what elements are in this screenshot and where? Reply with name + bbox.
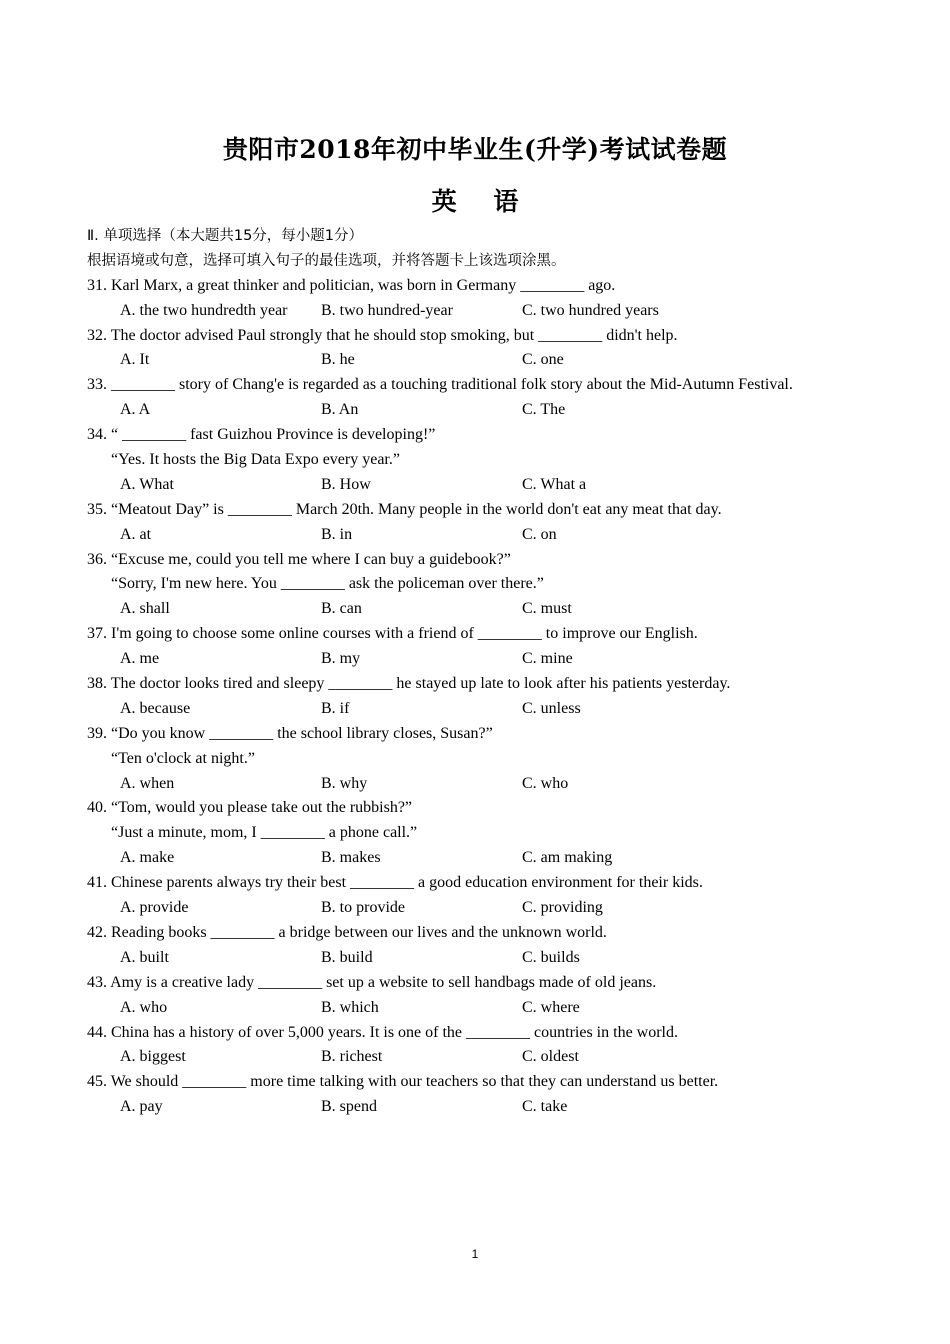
question-item: [87, 373, 887, 423]
question-reply: “Yes. It hosts the Big Data Expo every year.”: [111, 451, 400, 469]
option-b: B. my: [321, 650, 361, 668]
question-stem: 37. I'm going to choose some online courses with a friend of ________ to improve our English.: [87, 625, 698, 643]
question-item: [87, 722, 887, 797]
question-stem: 33. ________ story of Chang'e is regarded as a touching traditional folk story about the Mid-Autumn Festival.: [87, 376, 793, 394]
option-b: B. he: [321, 351, 355, 369]
question-item: [87, 921, 887, 971]
section-heading: Ⅱ. 单项选择（本大题共15分，每小题1分）: [87, 228, 364, 244]
subject-title: 英 语: [431, 187, 519, 216]
question-item: [87, 672, 887, 722]
question-stem: 43. Amy is a creative lady ________ set up a website to sell handbags made of old jeans.: [87, 973, 657, 991]
question-item: [87, 1070, 887, 1120]
question-item: [87, 423, 887, 498]
question-stem: 31. Karl Marx, a great thinker and politician, was born in Germany ________ ago.: [87, 276, 616, 294]
option-a: A. at: [120, 525, 152, 543]
option-b: B. why: [321, 774, 368, 792]
option-a: A. It: [120, 351, 150, 369]
option-c: C. providing: [522, 899, 603, 917]
option-c: C. take: [522, 1098, 568, 1116]
question-item: [87, 796, 887, 871]
question-stem: 42. Reading books ________ a bridge between our lives and the unknown world.: [87, 923, 607, 941]
option-row: [87, 1045, 887, 1070]
option-a: A. me: [120, 650, 160, 668]
option-c: C. on: [522, 525, 557, 543]
option-row: [87, 772, 887, 797]
option-row: [87, 473, 887, 498]
option-a: A. A: [120, 401, 151, 419]
option-a: A. pay: [120, 1098, 163, 1116]
option-b: B. spend: [321, 1098, 377, 1116]
question-item: [87, 274, 887, 324]
question-item: [87, 324, 887, 374]
option-row: [87, 946, 887, 971]
question-list: [87, 274, 887, 1120]
option-a: A. when: [120, 774, 175, 792]
question-reply: “Ten o'clock at night.”: [111, 749, 255, 767]
option-b: B. build: [321, 948, 373, 966]
option-b: B. How: [321, 475, 371, 493]
question-item: [87, 622, 887, 672]
option-c: C. two hundred years: [522, 301, 659, 319]
option-c: C. The: [522, 401, 566, 419]
option-c: C. unless: [522, 699, 581, 717]
option-c: C. one: [522, 351, 564, 369]
question-stem: 36. “Excuse me, could you tell me where I can buy a guidebook?”: [87, 550, 511, 568]
option-b: B. richest: [321, 1048, 383, 1066]
option-b: B. to provide: [321, 899, 405, 917]
option-b: B. which: [321, 998, 379, 1016]
option-b: B. can: [321, 600, 362, 618]
option-a: A. built: [120, 948, 169, 966]
option-b: B. two hundred-year: [321, 301, 453, 319]
option-row: [87, 299, 887, 324]
question-stem: 32. The doctor advised Paul strongly that he should stop smoking, but ________ didn't help.: [87, 326, 678, 344]
question-item: [87, 548, 887, 623]
question-section: [87, 224, 887, 1120]
question-stem: 38. The doctor looks tired and sleepy ________ he stayed up late to look after his patients yesterday.: [87, 675, 731, 693]
option-row: [87, 697, 887, 722]
option-a: A. What: [120, 475, 174, 493]
option-row: [87, 647, 887, 672]
option-a: A. shall: [120, 600, 170, 618]
option-row: [87, 597, 887, 622]
question-stem: 45. We should ________ more time talking with our teachers so that they can understand us better.: [87, 1073, 719, 1091]
option-a: A. because: [120, 699, 191, 717]
option-row: [87, 1095, 887, 1120]
option-c: C. mine: [522, 650, 573, 668]
question-item: [87, 971, 887, 1021]
option-a: A. provide: [120, 899, 189, 917]
question-reply: “Sorry, I'm new here. You ________ ask the policeman over there.”: [111, 575, 544, 593]
option-row: [87, 896, 887, 921]
option-a: A. make: [120, 849, 175, 867]
option-c: C. am making: [522, 849, 613, 867]
exam-title: 贵阳市2018年初中毕业生(升学)考试试卷题: [222, 135, 728, 164]
option-c: C. What a: [522, 475, 587, 493]
question-item: [87, 1021, 887, 1071]
option-a: A. the two hundredth year: [120, 301, 288, 319]
question-stem: 40. “Tom, would you please take out the rubbish?”: [87, 799, 413, 817]
option-row: [87, 846, 887, 871]
option-c: C. must: [522, 600, 572, 618]
question-stem: 44. China has a history of over 5,000 years. It is one of the ________ countries in the world.: [87, 1023, 678, 1041]
page-number: 1: [471, 1247, 479, 1261]
option-a: A. biggest: [120, 1048, 186, 1066]
option-b: B. An: [321, 401, 359, 419]
option-c: C. oldest: [522, 1048, 579, 1066]
option-row: [87, 398, 887, 423]
question-item: [87, 871, 887, 921]
option-c: C. who: [522, 774, 569, 792]
question-stem: 34. “ ________ fast Guizhou Province is developing!”: [87, 426, 436, 444]
section-instruction: 根据语境或句意，选择可填入句子的最佳选项，并将答题卡上该选项涂黑。: [87, 252, 566, 269]
question-stem: 41. Chinese parents always try their best ________ a good education environment for their kids.: [87, 874, 703, 892]
option-b: B. makes: [321, 849, 381, 867]
option-c: C. where: [522, 998, 580, 1016]
option-c: C. builds: [522, 948, 580, 966]
option-a: A. who: [120, 998, 168, 1016]
option-row: [87, 996, 887, 1021]
question-item: [87, 498, 887, 548]
option-row: [87, 348, 887, 373]
option-b: B. in: [321, 525, 353, 543]
question-reply: “Just a minute, mom, I ________ a phone call.”: [111, 824, 418, 842]
option-b: B. if: [321, 699, 350, 717]
option-row: [87, 523, 887, 548]
question-stem: 39. “Do you know ________ the school library closes, Susan?”: [87, 724, 493, 742]
question-stem: 35. “Meatout Day” is ________ March 20th. Many people in the world don't eat any meat that day.: [87, 500, 722, 518]
